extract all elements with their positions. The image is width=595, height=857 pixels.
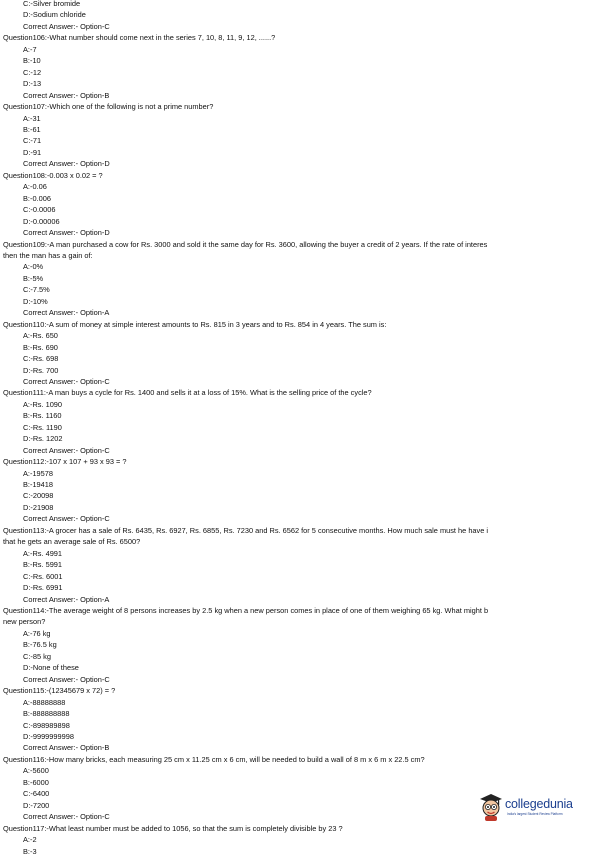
answer-option: A:-0%	[23, 262, 44, 272]
answer-option: B:-76.5 kg	[23, 640, 57, 650]
answer-option: A:-76 kg	[23, 628, 51, 638]
answer-option: C:-Rs. 698	[23, 354, 59, 364]
correct-answer: Correct Answer:- Option-C	[23, 376, 110, 386]
question-text: new person?	[3, 617, 46, 627]
answer-option: C:-Rs. 6001	[23, 571, 63, 581]
answer-option: A:-5600	[23, 766, 49, 776]
answer-option: D:-Rs. 6991	[23, 583, 63, 593]
correct-answer: Correct Answer:- Option-D	[23, 228, 110, 238]
answer-option: B:-Rs. 1160	[23, 411, 62, 421]
correct-answer: Correct Answer:- Option-C	[23, 674, 110, 684]
question-text: Question116:-How many bricks, each measuring 25 cm x 11.25 cm x 6 cm, will be needed to build a wall of 8 m x 6 m x 22.5 cm?	[3, 754, 425, 764]
answer-option: D:-Rs. 1202	[23, 434, 63, 444]
answer-option: C:-Rs. 1190	[23, 422, 62, 432]
correct-answer: Correct Answer:- Option-B	[23, 90, 110, 100]
question-text: that he gets an average sale of Rs. 6500?	[3, 537, 141, 547]
question-text: Question114:-The average weight of 8 persons increases by 2.5 kg when a new person comes in place of one of them weighing 65 kg. What might b	[3, 606, 489, 616]
answer-option: D:-10%	[23, 296, 48, 306]
answer-option: C:-Silver bromide	[23, 0, 81, 8]
answer-option: D:-9999999998	[23, 732, 74, 741]
correct-answer: Correct Answer:- Option-C	[23, 812, 110, 822]
answer-option: A:-2	[23, 835, 37, 845]
graduate-mascot-icon	[478, 792, 504, 822]
answer-option: B:-Rs. 690	[23, 342, 58, 352]
correct-answer: Correct Answer:- Option-A	[23, 594, 110, 604]
question-text: Question108:-0.003 x 0.02 = ?	[3, 170, 103, 180]
question-text: Question110:-A sum of money at simple interest amounts to Rs. 815 in 3 years and to Rs. 854 in 4 years. The sum is:	[3, 319, 387, 329]
answer-option: B:-6000	[23, 777, 49, 787]
answer-option: A:-31	[23, 113, 41, 123]
correct-answer: Correct Answer:- Option-B	[23, 743, 110, 753]
correct-answer: Correct Answer:- Option-D	[23, 159, 110, 169]
correct-answer: Correct Answer:- Option-A	[23, 308, 110, 318]
answer-option: B:-3	[23, 846, 37, 856]
answer-option: D:-Sodium chloride	[23, 10, 86, 20]
answer-option: B:-Rs. 5991	[23, 560, 63, 570]
answer-option: D:-0.00006	[23, 216, 60, 226]
brand-tagline: India's largest Student Review Platform	[507, 812, 563, 816]
answer-option: B:-5%	[23, 273, 44, 283]
answer-option: C:-20098	[23, 491, 54, 501]
answer-option: D:-Rs. 700	[23, 365, 59, 375]
answer-option: B:-10	[23, 56, 41, 66]
answer-option: C:-6400	[23, 789, 50, 799]
correct-answer: Correct Answer:- Option-C	[23, 445, 110, 455]
answer-option: A:-7	[23, 44, 37, 54]
answer-option: A:-19578	[23, 468, 53, 478]
correct-answer: Correct Answer:- Option-C	[23, 514, 110, 524]
answer-option: B:-888888888	[23, 709, 70, 719]
answer-option: B:-0.006	[23, 193, 51, 203]
question-text: then the man has a gain of:	[3, 250, 93, 260]
answer-option: C:-85 kg	[23, 651, 51, 661]
answer-option: A:-Rs. 650	[23, 331, 58, 341]
answer-option: D:-13	[23, 79, 42, 89]
question-text: Question112:-107 x 107 + 93 x 93 = ?	[3, 457, 127, 467]
answer-option: C:-0.0006	[23, 205, 56, 215]
question-text: Question115:-(12345679 x 72) = ?	[3, 686, 116, 696]
answer-option: C:-7.5%	[23, 285, 50, 295]
question-text: Question107:-Which one of the following is not a prime number?	[3, 102, 214, 112]
answer-option: D:-91	[23, 147, 42, 157]
question-text: Question111:-A man buys a cycle for Rs. 1400 and sells it at a loss of 15%. What is the selling price of the cycle?	[3, 388, 372, 398]
question-text: Question109:-A man purchased a cow for Rs. 3000 and sold it the same day for Rs. 3600, allowing the buyer a credit of 2 years. If the rate of interes	[3, 239, 488, 249]
answer-option: A:-88888888	[23, 697, 66, 707]
answer-option: A:-Rs. 4991	[23, 548, 63, 558]
answer-option: D:-21908	[23, 502, 54, 512]
answer-option: A:-Rs. 1090	[23, 399, 63, 409]
question-text: Question117:-What least number must be added to 1056, so that the sum is completely divisible by 23 ?	[3, 823, 343, 833]
question-text: Question113:-A grocer has a sale of Rs. 6435, Rs. 6927, Rs. 6855, Rs. 7230 and Rs. 6562 for 5 consecutive months. How much sale must he have i	[3, 525, 489, 535]
correct-answer: Correct Answer:- Option-C	[23, 21, 110, 31]
answer-option: C:-71	[23, 136, 42, 146]
answer-option: B:-19418	[23, 480, 53, 490]
brand-name: collegedunia	[505, 797, 573, 811]
question-text: Question106:-What number should come next in the series 7, 10, 8, 11, 9, 12, ......?	[3, 33, 276, 43]
answer-option: C:-12	[23, 67, 42, 77]
answer-option: D:-7200	[23, 800, 50, 810]
brand-watermark	[478, 792, 590, 824]
answer-option: B:-61	[23, 124, 41, 134]
answer-option: A:-0.06	[23, 182, 47, 192]
answer-option: D:-None of these	[23, 663, 79, 673]
answer-option: C:-898989898	[23, 720, 70, 730]
